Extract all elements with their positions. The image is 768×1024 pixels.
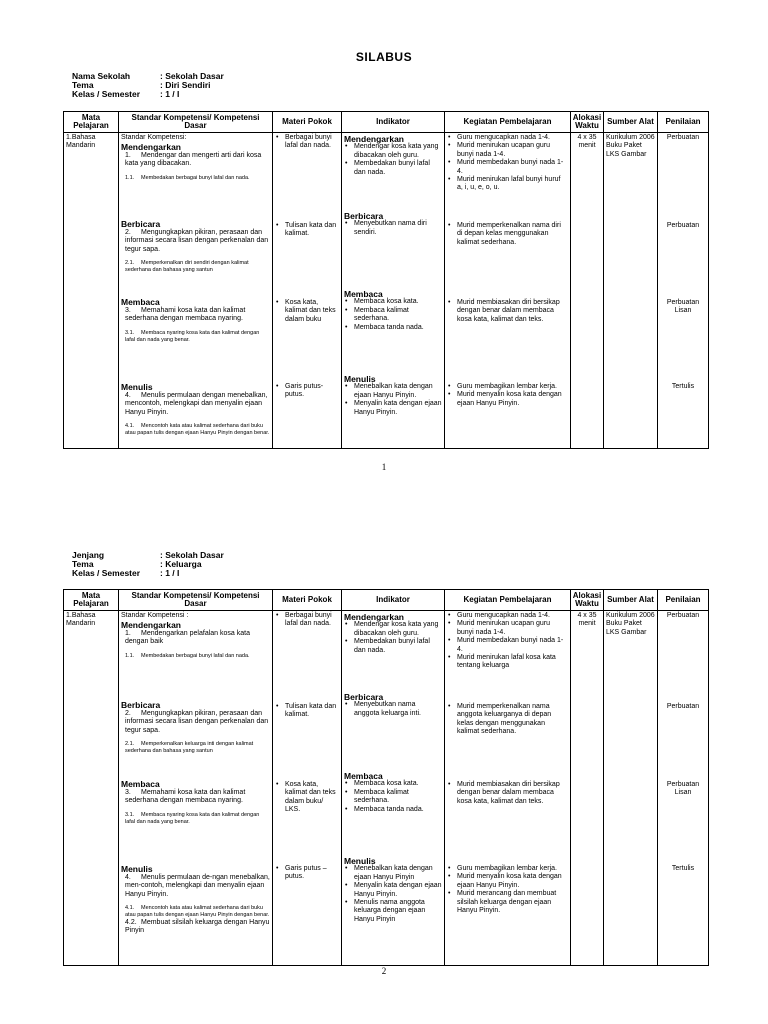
column-header: Sumber Alat <box>604 590 658 611</box>
materi-pokok-cell <box>273 611 342 966</box>
syllabus-table-1 <box>63 111 709 449</box>
item-number: 4.2. <box>125 919 137 927</box>
section-block <box>121 865 270 955</box>
kegiatan-cell <box>445 133 571 449</box>
list-item: • Membaca tanda nada. <box>344 324 442 332</box>
item-number: 1.1. <box>125 174 135 181</box>
numbered-item: 2. Mengungkapkan pikiran, perasaan dan informasi secara lisan dengan perkenalan dan tegur sapa. <box>125 228 269 253</box>
list-item: • Membedakan bunyi lafal dan nada. <box>344 638 442 655</box>
penilaian-value: Perbuatan Lisan <box>666 299 700 315</box>
list-item: • Murid menirukan lafal bunyi huruf a, i, u, e, o, u. <box>447 176 568 193</box>
item-number: 2. <box>125 709 131 717</box>
numbered-item: 3. Memahami kosa kata dan kalimat sederhana dengan membaca nyaring. <box>125 306 246 323</box>
meta-value: : Keluarga <box>160 559 202 569</box>
numbered-item: 3.1. Membaca nyaring kosa kata dan kalimat dengan lafal dan nada yang benar. <box>125 329 260 343</box>
bullet-list <box>275 383 339 400</box>
list-item: • Tulisan kata dan kalimat. <box>275 222 339 239</box>
indikator-block <box>344 375 442 435</box>
numbered-item: 3.1. Membaca nyaring kosa kata dan kalimat dengan lafal dan nada yang benar. <box>125 811 260 825</box>
list-item: • Berbagai bunyi lafal dan nada. <box>275 134 339 151</box>
item-number: 3. <box>125 788 131 796</box>
penilaian-block <box>660 134 706 210</box>
list-item: • Guru membagikan lembar kerja. <box>447 383 568 391</box>
bullet-list <box>447 781 568 806</box>
list-item: • Kosa kata, kalimat dan teks dalam buku/ LKS. <box>275 781 339 815</box>
penilaian-block <box>660 287 706 371</box>
meta-label: Kelas / Semester <box>72 568 141 578</box>
indikator-title: Menulis <box>344 856 376 866</box>
meta-value: : Diri Sendiri <box>160 80 211 90</box>
list-item: • Menyalin kata dengan ejaan Hanyu Pinyin. <box>344 400 442 417</box>
column-header: Standar Kompetensi/ Kompetensi Dasar <box>119 590 273 611</box>
meta-label: Nama Sekolah <box>72 71 131 81</box>
kegiatan-block <box>447 210 568 287</box>
kegiatan-block <box>447 691 568 769</box>
list-item: • Membaca kalimat sederhana. <box>344 307 442 324</box>
column-header: Materi Pokok <box>273 112 342 133</box>
bullet-list <box>447 865 568 915</box>
indikator-cell <box>342 611 445 966</box>
meta-value: : Sekolah Dasar <box>160 550 224 560</box>
indikator-title: Mendengarkan <box>344 134 404 144</box>
item-number: 3.1. <box>125 811 135 818</box>
list-item: • Murid merancang dan membuat silsilah keluarga dengan ejaan Hanyu Pinyin. <box>447 890 568 915</box>
section-block <box>121 220 270 297</box>
item-number: 1. <box>125 151 131 159</box>
numbered-item: 4. Menulis permulaan dengan menebalkan, mencontoh, melengkapi dan menyalin ejaan Hanyu Pinyin. <box>125 391 268 416</box>
mata-pelajaran-cell: 1.Bahasa Mandarin <box>64 133 119 449</box>
syllabus-table-2 <box>63 589 709 966</box>
item-number: 3.1. <box>125 329 135 336</box>
column-header: Sumber Alat <box>604 112 658 133</box>
section-title: Mendengarkan <box>121 142 181 153</box>
indikator-block <box>344 212 442 289</box>
kegiatan-cell <box>445 611 571 966</box>
penilaian-value: Perbuatan <box>666 222 700 229</box>
kegiatan-block <box>447 371 568 431</box>
penilaian-block <box>660 769 706 853</box>
bullet-list <box>344 701 442 718</box>
column-header: Alokasi Waktu <box>571 112 604 133</box>
item-number: 4. <box>125 873 131 881</box>
bullet-list <box>344 383 442 417</box>
kegiatan-block <box>447 287 568 371</box>
standar-kompetensi-cell <box>119 611 273 966</box>
numbered-item: 4.1. Mencontoh kata atau kalimat sederhana dari buku atau papan tulis dengan ejaan Hanyu Pinyin dengan benar. <box>125 905 270 919</box>
alokasi-waktu-cell: 4 x 35 menit <box>571 611 604 966</box>
bullet-list <box>447 703 568 737</box>
kegiatan-block <box>447 134 568 210</box>
section-block <box>121 701 270 779</box>
meta-row <box>72 90 224 99</box>
page-number: 1 <box>381 462 387 472</box>
penilaian-value: Tertulis <box>671 865 695 872</box>
meta-value: : 1 / I <box>160 89 180 99</box>
materi-block <box>275 134 339 210</box>
materi-block <box>275 769 339 853</box>
list-item: • Berbagai bunyi lafal dan nada. <box>275 612 339 629</box>
list-item: • Menyebutkan nama anggota keluarga inti. <box>344 701 442 718</box>
bullet-list <box>344 143 442 177</box>
page-title: SILABUS <box>355 50 413 64</box>
list-item: • Kosa kata, kalimat dan teks dalam buku <box>275 299 339 324</box>
section-title: Menulis <box>121 382 153 393</box>
penilaian-block <box>660 210 706 287</box>
item-number: 4.1. <box>125 423 135 430</box>
penilaian-cell <box>658 611 709 966</box>
meta-label: Jenjang <box>72 550 105 560</box>
list-item: • Murid membedakan bunyi nada 1-4. <box>447 637 568 654</box>
bullet-list <box>344 780 442 814</box>
list-item: • Menebalkan kata dengan ejaan Hanyu Pinyin. <box>344 383 442 400</box>
list-item: • Murid memperkenalkan nama anggota keluarganya di depan kelas dengan menggunakan kalimat sederhana. <box>447 703 568 737</box>
list-item: • Murid membedakan bunyi nada 1-4. <box>447 159 568 176</box>
list-item: • Murid membiasakan diri bersikap dengan benar dalam membaca kosa kata, kalimat dan teks. <box>447 781 568 806</box>
list-item: • Membaca kosa kata. <box>344 298 442 306</box>
penilaian-cell <box>658 133 709 449</box>
list-item: • Menebalkan kata dengan ejaan Hanyu Pinyin <box>344 865 442 882</box>
section-title: Membaca <box>121 779 160 790</box>
indikator-title: Membaca <box>344 771 383 781</box>
bullet-list <box>344 298 442 332</box>
bullet-list <box>275 865 339 882</box>
meta-row <box>72 569 224 578</box>
section-title: Berbicara <box>121 219 161 230</box>
bullet-list <box>275 703 339 720</box>
penilaian-block <box>660 612 706 691</box>
bullet-list <box>447 612 568 671</box>
numbered-item: 1.1. Membedakan berbagai bunyi lafal dan nada. <box>125 174 250 181</box>
numbered-item: 2.1. Memperkenalkan keluarga inti dengan kalimat sederhana dan bahasa yang santun <box>125 741 254 755</box>
indikator-title: Membaca <box>344 289 383 299</box>
list-item: • Menyalin kata dengan ejaan Hanyu Pinyin. <box>344 882 442 899</box>
bullet-list <box>447 299 568 324</box>
bullet-list <box>275 222 339 239</box>
meta-label: Kelas / Semester <box>72 89 141 99</box>
penilaian-block <box>660 853 706 943</box>
section-block <box>121 780 270 864</box>
item-number: 2. <box>125 228 131 236</box>
standar-kompetensi-cell <box>119 133 273 449</box>
materi-block <box>275 612 339 691</box>
document-meta <box>72 72 224 99</box>
list-item: • Membaca kalimat sederhana. <box>344 789 442 806</box>
section-title: Menulis <box>121 864 153 875</box>
bullet-list <box>275 781 339 815</box>
sk-intro: Standar Kompetensi : <box>121 612 189 619</box>
indikator-block <box>344 613 442 692</box>
column-header: Materi Pokok <box>273 590 342 611</box>
numbered-item: 4.2. Membuat silsilah keluarga dengan Hanyu Pinyin <box>125 919 270 935</box>
penilaian-block <box>660 691 706 769</box>
column-header: Mata Pelajaran <box>64 112 119 133</box>
materi-block <box>275 853 339 943</box>
sk-intro: Standar Kompetensi: <box>121 134 187 141</box>
column-header: Penilaian <box>658 590 709 611</box>
bullet-list <box>447 134 568 193</box>
column-header: Alokasi Waktu <box>571 590 604 611</box>
item-number: 2.1. <box>125 260 135 267</box>
item-number: 3. <box>125 306 131 314</box>
section-title: Mendengarkan <box>121 620 181 631</box>
meta-label: Tema <box>72 559 94 569</box>
numbered-item: 4. Menulis permulaan de-ngan menebalkan, men-contoh, melengkapi dan menyalin ejaan Hanyu Pinyin. <box>125 873 270 898</box>
list-item: • Murid menirukan ucapan guru bunyi nada 1-4. <box>447 620 568 637</box>
column-header: Indikator <box>342 112 445 133</box>
meta-value: : 1 / I <box>160 568 180 578</box>
kegiatan-block <box>447 769 568 853</box>
list-item: • Murid menirukan ucapan guru bunyi nada 1-4. <box>447 142 568 159</box>
list-item: • Guru membagikan lembar kerja. <box>447 865 568 873</box>
materi-pokok-cell <box>273 133 342 449</box>
section-title: Berbicara <box>121 700 161 711</box>
section-title: Membaca <box>121 297 160 308</box>
penilaian-value: Perbuatan <box>666 134 700 141</box>
materi-block <box>275 210 339 287</box>
list-item: • Murid menyalin kosa kata dengan ejaan Hanyu Pinyin. <box>447 391 568 408</box>
item-number: 1. <box>125 629 131 637</box>
section-block <box>121 298 270 382</box>
section-block <box>121 621 270 700</box>
bullet-list <box>275 612 339 629</box>
list-item: • Guru mengucapkan nada 1-4. <box>447 134 568 142</box>
list-item: • Membedakan bunyi lafal dan nada. <box>344 160 442 177</box>
penilaian-value: Perbuatan <box>666 703 700 710</box>
penilaian-value: Tertulis <box>671 383 695 390</box>
indikator-title: Mendengarkan <box>344 612 404 622</box>
list-item: • Membaca kosa kata. <box>344 780 442 788</box>
indikator-title: Menulis <box>344 374 376 384</box>
alokasi-waktu-cell: 4 x 35 menit <box>571 133 604 449</box>
bullet-list <box>275 134 339 151</box>
bullet-list <box>275 299 339 324</box>
list-item: • Garis putus-putus. <box>275 383 339 400</box>
column-header: Mata Pelajaran <box>64 590 119 611</box>
column-header: Indikator <box>342 590 445 611</box>
list-item: • Membaca tanda nada. <box>344 806 442 814</box>
item-number: 4. <box>125 391 131 399</box>
bullet-list <box>344 865 442 924</box>
list-item: • Murid menirukan lafal kosa kata tentang keluarga <box>447 654 568 671</box>
column-header: Kegiatan Pembelajaran <box>445 112 571 133</box>
section-block <box>121 383 270 443</box>
numbered-item: 1. Mendengarkan pelafalan kosa kata dengan baik <box>125 629 250 646</box>
indikator-block <box>344 135 442 211</box>
bullet-list <box>447 222 568 247</box>
bullet-list <box>447 383 568 408</box>
indikator-block <box>344 772 442 856</box>
item-number: 2.1. <box>125 741 135 748</box>
sumber-alat-cell: Kurikulum 2006 Buku Paket LKS Gambar <box>604 611 658 966</box>
indikator-block <box>344 857 442 947</box>
list-item: • Menyebutkan nama diri sendiri. <box>344 220 442 237</box>
list-item: • Mendengar kosa kata yang dibacakan oleh guru. <box>344 621 442 638</box>
item-number: 1.1. <box>125 652 135 659</box>
list-item: • Garis putus – putus. <box>275 865 339 882</box>
mata-pelajaran-cell: 1.Bahasa Mandarin <box>64 611 119 966</box>
page-number: 2 <box>381 966 387 976</box>
list-item: • Menulis nama anggota keluarga dengan ejaan Hanyu Pinyin <box>344 899 442 924</box>
list-item: • Guru mengucapkan nada 1-4. <box>447 612 568 620</box>
kegiatan-block <box>447 853 568 943</box>
list-item: • Murid menyalin kosa kata dengan ejaan Hanyu Pinyin. <box>447 873 568 890</box>
list-item: • Murid membiasakan diri bersikap dengan benar dalam membaca kosa kata, kalimat dan teks. <box>447 299 568 324</box>
penilaian-block <box>660 371 706 431</box>
penilaian-value: Perbuatan <box>666 612 700 619</box>
item-number: 4.1. <box>125 905 135 912</box>
column-header: Kegiatan Pembelajaran <box>445 590 571 611</box>
indikator-block <box>344 693 442 771</box>
numbered-item: 3. Memahami kosa kata dan kalimat sederhana dengan membaca nyaring. <box>125 788 246 805</box>
penilaian-value: Perbuatan Lisan <box>666 781 700 797</box>
materi-block <box>275 287 339 371</box>
numbered-item: 2. Mengungkapkan pikiran, perasaan dan informasi secara lisan dengan perkenalan dan tegur sapa. <box>125 709 269 734</box>
meta-value: : Sekolah Dasar <box>160 71 224 81</box>
sumber-alat-cell: Kurikulum 2006 Buku Paket LKS Gambar <box>604 133 658 449</box>
meta-label: Tema <box>72 80 94 90</box>
bullet-list <box>344 621 442 655</box>
document-meta <box>72 551 224 578</box>
list-item: • Mendengar kosa kata yang dibacakan oleh guru. <box>344 143 442 160</box>
numbered-item: 2.1. Memperkenalkan diri sendiri dengan kalimat sederhana dan bahasa yang santun <box>125 260 249 274</box>
section-block <box>121 143 270 219</box>
indikator-title: Berbicara <box>344 692 384 702</box>
column-header: Penilaian <box>658 112 709 133</box>
indikator-title: Berbicara <box>344 211 384 221</box>
numbered-item: 1. Mendengar dan mengerti arti dari kosa kata yang dibacakan. <box>125 151 262 168</box>
numbered-item: 4.1. Mencontoh kata atau kalimat sederhana dari buku atau papan tulis dengan ejaan Hanyu Pinyin dengan benar. <box>125 423 270 437</box>
numbered-item: 1.1. Membedakan berbagai bunyi lafal dan nada. <box>125 652 250 659</box>
materi-block <box>275 371 339 431</box>
indikator-block <box>344 290 442 374</box>
column-header: Standar Kompetensi/ Kompetensi Dasar <box>119 112 273 133</box>
list-item: • Murid memperkenalkan nama diri di depan kelas menggunakan kalimat sederhana. <box>447 222 568 247</box>
bullet-list <box>344 220 442 237</box>
list-item: • Tulisan kata dan kalimat. <box>275 703 339 720</box>
kegiatan-block <box>447 612 568 691</box>
materi-block <box>275 691 339 769</box>
indikator-cell <box>342 133 445 449</box>
